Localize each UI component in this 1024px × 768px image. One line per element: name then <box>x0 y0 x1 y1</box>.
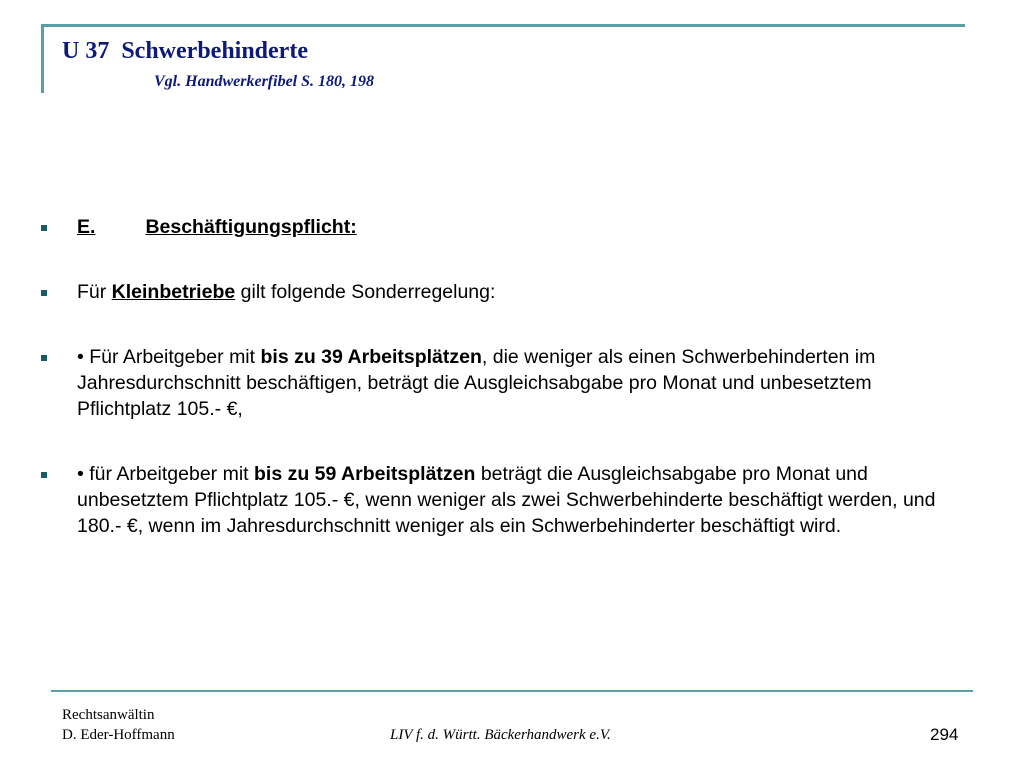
square-bullet-icon <box>41 472 47 478</box>
author-title: Rechtsanwältin <box>62 707 155 723</box>
emphasized-term: Kleinbetriebe <box>111 281 236 303</box>
square-bullet-icon <box>41 290 47 296</box>
section-heading-text: Beschäftigungspflicht: <box>145 216 357 238</box>
bullet-item <box>40 214 950 240</box>
author-name: D. Eder-Hoffmann <box>62 727 175 743</box>
bullet-text: gilt folgende Sonderregelung: <box>235 281 496 303</box>
section-letter: E. <box>77 216 96 238</box>
header-frame-top-line <box>41 24 965 27</box>
bullet-text: , die weniger als einen Schwerbehinderten im Jahresdurchschnitt beschäftigen, beträgt die Ausgleichsabgabe pro Monat und unbesetztem Pflichtplatz 105.- €, <box>77 346 876 420</box>
footer-divider <box>51 690 973 692</box>
bullet-text: • für Arbeitgeber mit <box>77 463 254 485</box>
square-bullet-icon <box>41 225 47 231</box>
page-number: 294 <box>930 725 959 744</box>
slide-title: U 37 Schwerbehinderte <box>62 38 308 64</box>
square-bullet-icon <box>41 355 47 361</box>
header-frame-left-line <box>41 24 44 93</box>
section-heading <box>77 216 357 238</box>
bullet-list <box>40 214 950 578</box>
bullet-text: beträgt die Ausgleichsabgabe pro Monat und unbesetztem Pflichtplatz 105.- €, wenn weniger als zwei Schwerbehinderte beschäftigt werden, und 180.- €, wenn im Jahresdurchschnitt weniger als ein Schwerbehinderter beschäftigt wird. <box>77 463 936 537</box>
footer-author <box>62 705 175 745</box>
emphasized-text: bis zu 59 Arbeitsplätzen <box>254 463 476 485</box>
bullet-item <box>40 279 950 305</box>
slide-subtitle: Vgl. Handwerkerfibel S. 180, 198 <box>154 73 375 90</box>
bullet-item <box>40 461 950 539</box>
bullet-item <box>40 344 950 422</box>
emphasized-text: bis zu 39 Arbeitsplätzen <box>260 346 482 368</box>
bullet-text: • Für Arbeitgeber mit <box>77 346 261 368</box>
bullet-text: Für <box>77 281 112 303</box>
footer-organization: LIV f. d. Württ. Bäckerhandwerk e.V. <box>390 727 611 743</box>
